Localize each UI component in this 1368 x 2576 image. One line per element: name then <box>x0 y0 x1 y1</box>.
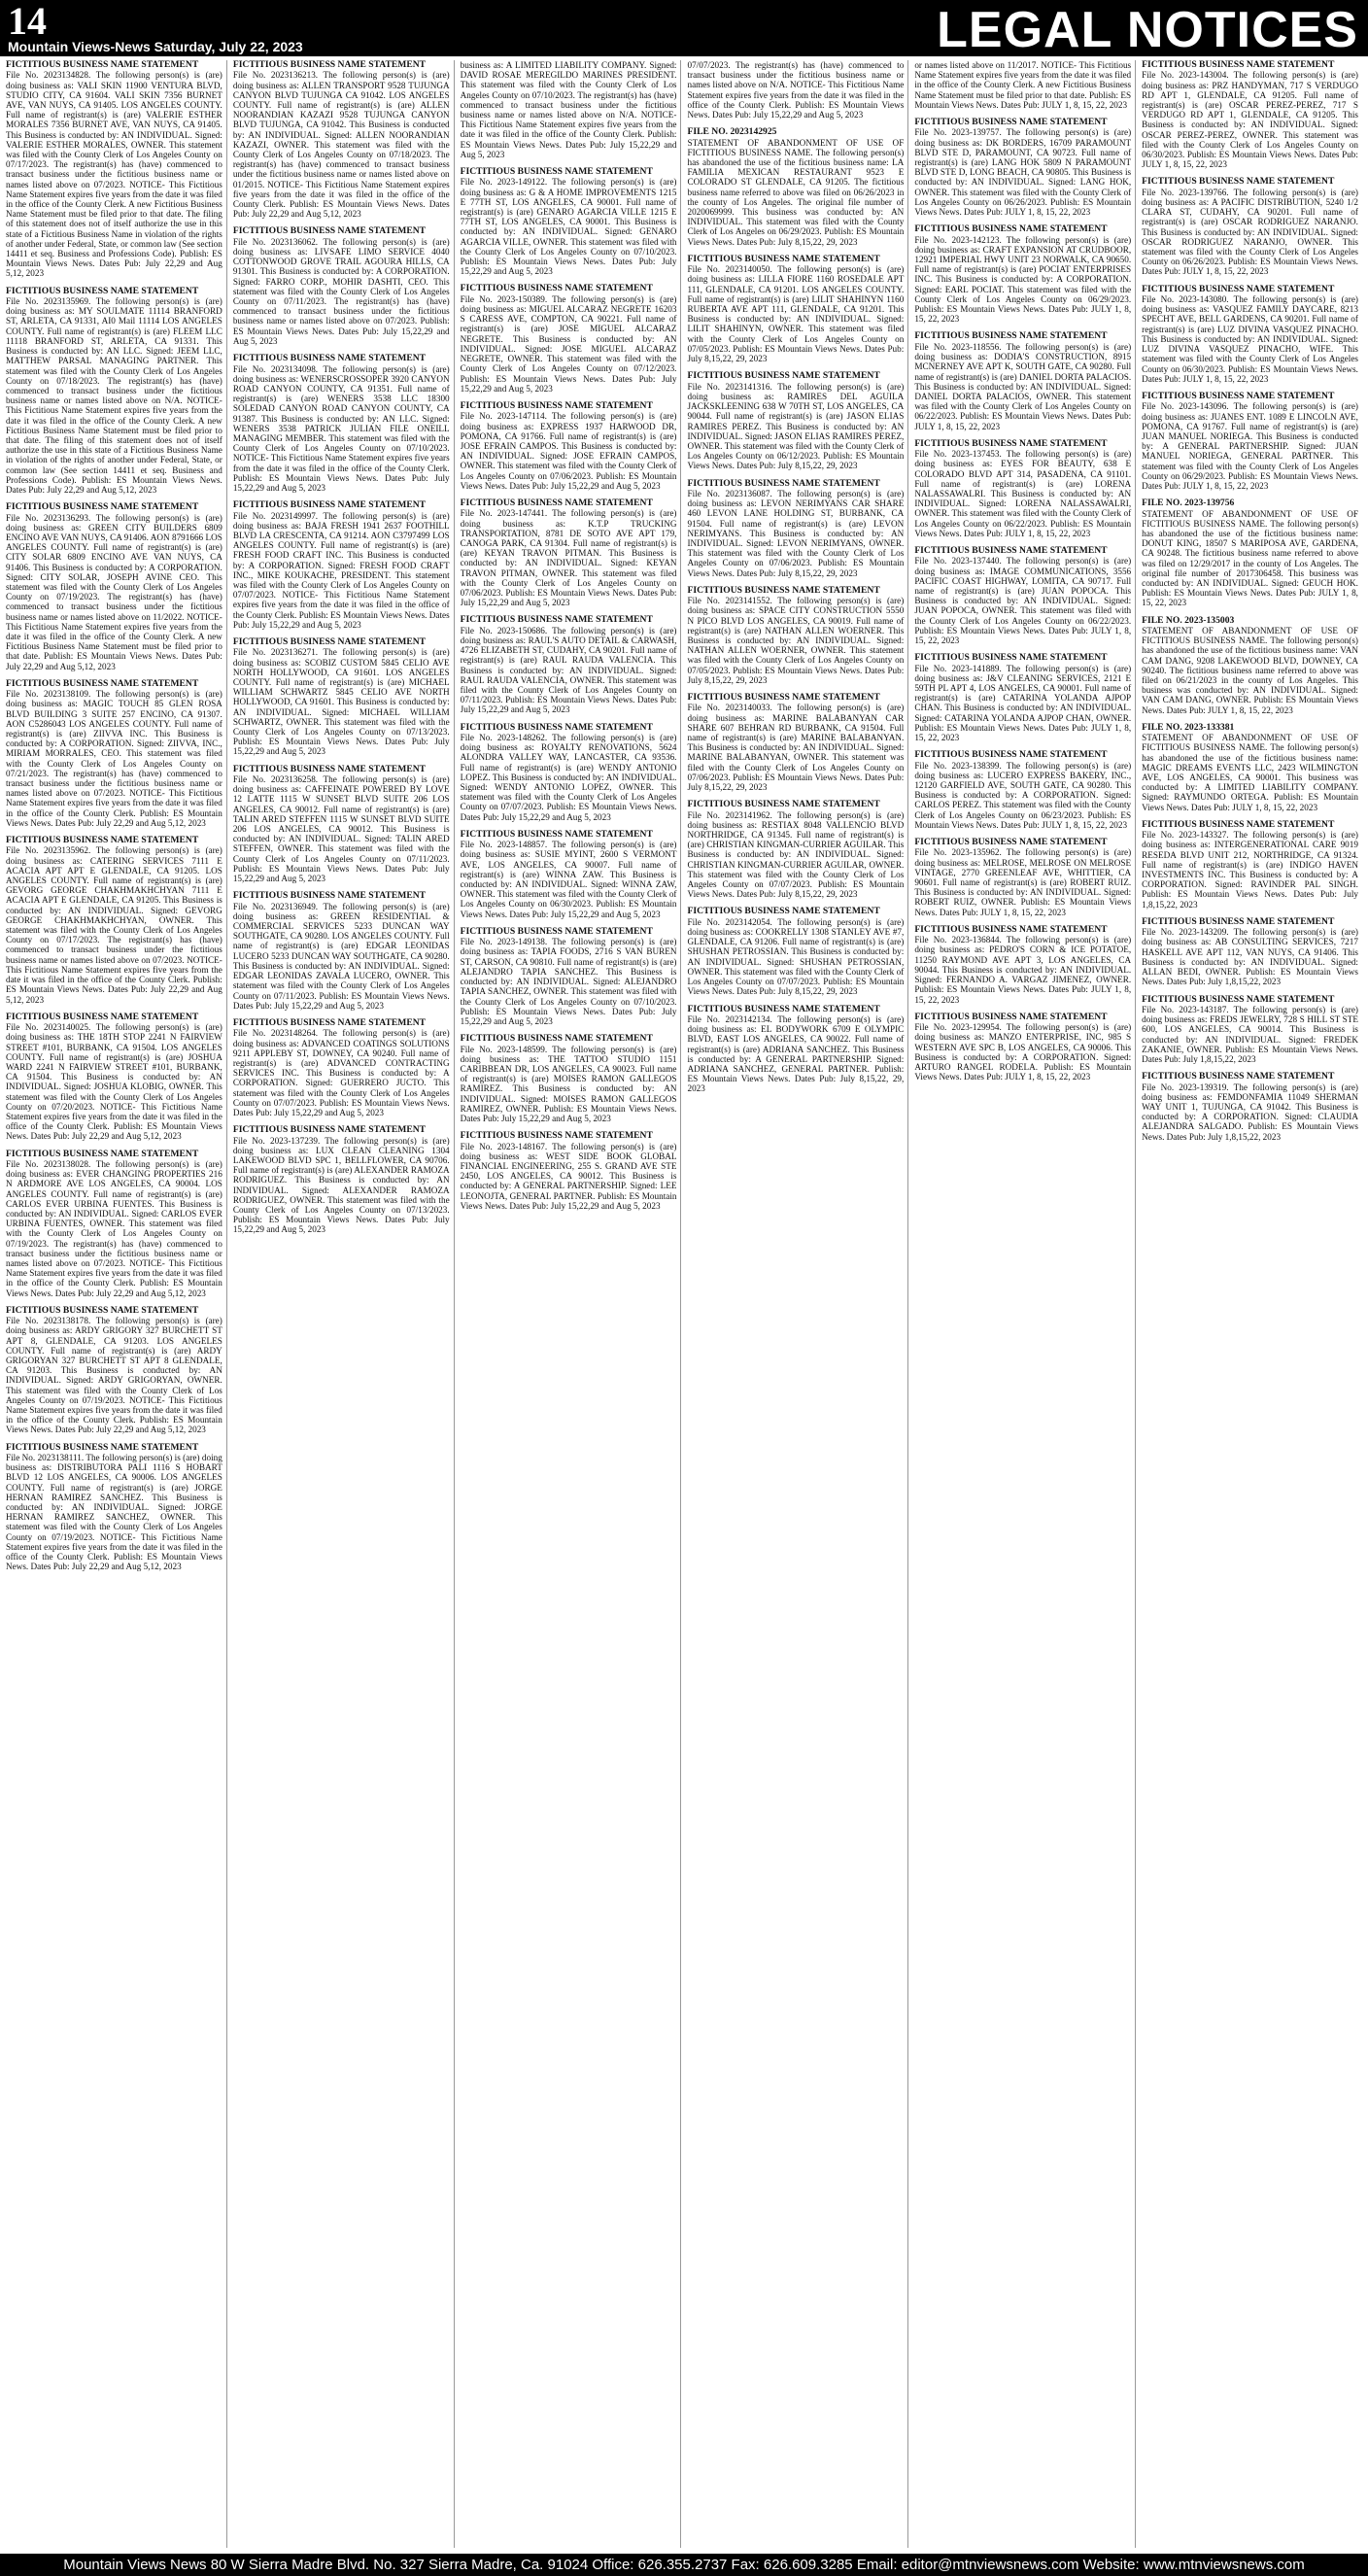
notice-title: FICTITIOUS BUSINESS NAME STATEMENT <box>6 60 199 70</box>
notice-body: File No. 2023136213. The following person(s) is (are) doing business as: ALLEN TRANSPORT 9528 TUJUNGA CANYON BLVD TUJUNGA CA 91042. LOS ANGELES COUNTY. Full name of registrant(s) is (are) ALLEN NOORANDIAN KAZAZI 9528 TUJUNGA CANYON BLVD TUJUNGA, CA 91042. This Business is conducted by: AN INDIVIDUAL. Signed: ALLEN NOORANDIAN KAZAZI, OWNER. This statement was filed with the County Clerk of Los Angeles County on 07/18/2023. The registrant(s) has (have) commenced to transact business under the fictitious business name or names listed above on 01/2015. NOTICE- This Fictitious Name Statement expires five years from the date it was filed in the office of the County Clerk. Publish: ES Mountain Views News. Dates Pub: July 22,29 and Aug 5,12, 2023 <box>232 70 450 220</box>
notice-body: or names listed above on 11/2017. NOTICE- This Fictitious Name Statement expires five years from the date it was filed in the office of the County Clerk. A new Fictitious Business Name Statement must be filed prior to that date. Publish: ES Mountain Views News. Dates Pub: JULY 1, 8, 15, 22, 2023 <box>914 60 1132 110</box>
legal-notice <box>1142 723 1358 812</box>
notice-title: FICTITIOUS BUSINESS NAME STATEMENT <box>460 166 653 178</box>
notice-body: File No. 2023-143327. The following person(s) is (are) doing business as: INTERGENERATIONAL CARE 9019 RESEDA BLVD UNIT 212, NORTHRIDGE, CA 91324. Full name of registrant(s) is (are) INDIGO HAVEN INVESTMENTS INC. This Business is conducted by: A CORPORATION. Signed: RAVINDER PAL SINGH. Publish: ES Mountain Views News. Dates Pub: July 1,8,15,22, 2023 <box>1142 830 1358 910</box>
notice-title: FICTITIOUS BUSINESS NAME STATEMENT <box>914 749 1108 761</box>
notice-body: File No. 2023136258. The following person(s) is (are) doing business as: CAFFEINATE POWERED BY LOVE 12 LATTE 1115 W SUNSET BLVD SUITE 206 LOS ANGELES, CA 90012. Full name of registrant(s) is (are) TALIN ARED STEFFEN 1115 W SUNSET BLVD SUITE 206 LOS ANGELES, CA 90012. This Business is conducted by: AN INDIVIDUAL. Signed: TALIN ARED STEFFEN, OWNER. This statement was filed with the County Clerk of Los Angeles County on 07/11/2023. Publish: ES Mountain Views News. Dates Pub: July 15,22,29 and Aug 5, 2023 <box>232 774 450 884</box>
notice-body: File No. 2023-142123. The following person(s) is (are) doing business as: CRAFT EXPANSION AT CRUDBOOR, 12921 IMPERIAL HWY UNIT 23 NORWALK, CA 90650. Full name of registrant(s) is (are) POCIAT ENTERPRISES INC. This Business is conducted by: A CORPORATION. Signed: EARL POCIAT. This statement was filed with the County Clerk of Los Angeles County on 06/29/2023. Publish: ES Mountain Views News. Dates Pub: JULY 1, 8, 15, 22, 2023 <box>914 234 1132 325</box>
legal-notice <box>687 800 904 899</box>
legal-notice <box>1142 285 1358 384</box>
legal-notice <box>914 653 1131 742</box>
notice-title: FICTITIOUS BUSINESS NAME STATEMENT <box>6 501 199 513</box>
legal-notice <box>914 1013 1131 1082</box>
notice-title: FICTITIOUS BUSINESS NAME STATEMENT <box>687 799 880 810</box>
notice-title: FICTITIOUS BUSINESS NAME STATEMENT <box>232 763 427 774</box>
notice-body: File No. 2023141962. The following person(s) is (are) doing business as: RESTIAX 8048 VALLENCIO BLVD NORTHRIDGE, CA 91345. Full name of registrant(s) is (are) CHRISTIAN KINGMAN-CURRIER AGUILAR. This Business is conducted by: AN INDIVIDUAL. Signed: CHRISTIAN KINGMAN-CURRIER AGUILAR, OWNER. This statement was filed with the County Clerk of Los Angeles County on 07/07/2023. Publish: ES Mountain Views News. Dates Pub: July 8,15,22, 29, 2023 <box>687 809 905 900</box>
notice-body: STATEMENT OF ABANDONMENT OF USE OF FICTITIOUS BUSINESS NAME. The following person(s) has abandoned the use of the fictitious business name: MAGIC DREAMS EVENTS LLC, 2423 WILMINGTON AVE, LOS ANGELES, CA 90001. This business was conducted by: A LIMITED LIABILITY COMPANY. Signed: RAYMUNDO ORTEGA. Publish: ES Mountain Views News. Dates Pub: JULY 1, 8, 15, 22, 2023 <box>1142 733 1358 812</box>
notice-title: FICTITIOUS BUSINESS NAME STATEMENT <box>460 497 653 508</box>
notice-body: business as: A LIMITED LIABILITY COMPANY. Signed: DAVID ROSAE MEREGILDO MARINES PRESIDENT. This statement was filed with the County Clerk of Los Angeles County on 07/10/2023. The registrant(s) has (have) commenced to transact business under the fictitious business name or names listed above on N/A. NOTICE- This Fictitious Name Statement expires five years from the date it was filed in the office of the County Clerk. Publish: ES Mountain Views News. Dates Pub: July 15,22,29 and Aug 5, 2023 <box>460 60 677 159</box>
notice-title: FICTITIOUS BUSINESS NAME STATEMENT <box>232 890 427 902</box>
notice-body: File No. 2023-150686. The following person(s) is (are) doing business as: RAUL'S AUTO DETAIL & CARWASH, 4726 ELIZABETH ST, CUDAHY, CA 90201. Full name of registrant(s) is (are) RAUL RAUDA VALENCIA. This Business is conducted by: AN INDIVIDUAL. Signed: RAUL RAUDA VALENCIA, OWNER. This statement was filed with the County Clerk of Los Angeles County on 07/11/2023. Publish: ES Mountain Views News. Dates Pub: July 15,22,29 and Aug 5, 2023 <box>460 625 677 715</box>
legal-notice <box>914 224 1131 324</box>
notice-columns <box>6 60 1362 2548</box>
notice-title: FICTITIOUS BUSINESS NAME STATEMENT <box>687 477 880 489</box>
legal-notice <box>461 830 677 919</box>
legal-notice <box>461 401 677 491</box>
legal-notice <box>233 354 450 493</box>
notice-body: File No. 2023-137239. The following person(s) is (are) doing business as: LUX CLEAN CLEANING 1304 LAKEWOOD BLVD SPC 1, BELLFLOWER, CA 90706. Full name of registrant(s) is (are) ALEXANDER RAMOZA RODRIGUEZ. This Business is conducted by: AN INDIVIDUAL. Signed: ALEXANDER RAMOZA RODRIGUEZ, OWNER. This statement was filed with the County Clerk of Los Angeles County on 07/13/2023. Publish: ES Mountain Views News. Dates Pub: July 15,22,29 and Aug 5, 2023 <box>232 1135 450 1235</box>
notice-body: File No. 2023-143080. The following person(s) is (are) doing business as: VASQUEZ FAMILY DAYCARE, 8213 SPECHT AVE, BELL GARDENS, CA 90201. Full name of registrant(s) is (are) LUZ DIVINA VASQUEZ PINACHO. This Business is conducted by: AN INDIVIDUAL. Signed: LUZ DIVINA VASQUEZ PINACHO, WIFE. This statement was filed with the County Clerk of Los Angeles County on 06/30/2023. Publish: ES Mountain Views News. Dates Pub: JULY 1, 8, 15, 22, 2023 <box>1142 294 1358 384</box>
notice-title: FICTITIOUS BUSINESS NAME STATEMENT <box>460 1130 653 1142</box>
legal-notice <box>914 925 1131 1005</box>
legal-notice <box>6 60 222 279</box>
notice-body: File No. 2023-147114. The following person(s) is (are) doing business as: EXPRESS 1937 HARWOOD DR, POMONA, CA 91766. Full name of registrant(s) is (are) JOSE EFRAIN CAMPOS. This Business is conducted by: AN INDIVIDUAL. Signed: JOSE EFRAIN CAMPOS, OWNER. This statement was filed with the County Clerk of Los Angeles County on 07/06/2023. Publish: ES Mountain Views News. Dates Pub: July 15,22,29 and Aug 5, 2023 <box>460 411 677 491</box>
notice-body: File No. 2023134828. The following person(s) is (are) doing business as: VALI SKIN 11900 VENTURA BLVD, STUDIO CITY, CA 91604. VALI SKIN 7356 BURNET AVE, VAN NUYS, CA 91405. LOS ANGELES COUNTY. Full name of registrant(s) is (are) VALERIE ESTHER MORALES 7356 BURNET AVE, VAN NUYS, CA 91405. This Business is conducted by: AN INDIVIDUAL. Signed: VALERIE ESTHER MORALES, OWNER. This statement was filed with the County Clerk of Los Angeles County on 07/17/2023. The registrant(s) has (have) commenced to transact business under the fictitious business name or names listed above on 07/2023. NOTICE- This Fictitious Name Statement expires five years from the date it was filed in the office of the County Clerk. A new Fictitious Business Name Statement must be filed prior to that date. The filing of this statement does not of itself authorize the use in this state of a Fictitious Business Name in violation of the rights of another under Federal, State, or common law (See section 14411 et seq. Business and Professions Code). Publish: ES Mountain Views News. Dates Pub: July 22,29 and Aug 5,12, 2023 <box>6 70 222 279</box>
legal-notice <box>687 255 904 363</box>
legal-notice <box>914 118 1131 217</box>
legal-notice <box>233 765 450 884</box>
notice-body: File No. 2023-139766. The following person(s) is (are) doing business as: A PACIFIC DISTRIBUTION, 5240 1/2 CLARA ST, CUDAHY, CA 90201. Full name of registrant(s) is (are) OSCAR RODRIGUEZ NARANJO. This Business is conducted by: AN INDIVIDUAL. Signed: OSCAR RODRIGUEZ NARANJO, OWNER. This statement was filed with the County Clerk of Los Angeles County on 06/26/2023. Publish: ES Mountain Views News. Dates Pub: JULY 1, 8, 15, 22, 2023 <box>1142 187 1358 277</box>
notice-title: FICTITIOUS BUSINESS NAME STATEMENT <box>1142 1071 1335 1082</box>
legal-notice <box>687 586 904 685</box>
notice-title: FICTITIOUS BUSINESS NAME STATEMENT <box>6 1148 199 1159</box>
notice-body: File No. 2023148264. The following person(s) is (are) doing business as: ADVANCED COATINGS SOLUTIONS 9211 APPLEBY ST, DOWNEY, CA 90240. Full name of registrant(s) is (are) ADVANCED CONTRACTING SERVICES INC. This Business is conducted by: A CORPORATION. Signed: GUERRERO JUCTO. This statement was filed with the County Clerk of Los Angeles County on 07/07/2023. Publish: ES Mountain Views News. Dates Pub: July 15,22,29 and Aug 5, 2023 <box>232 1028 450 1117</box>
legal-notice <box>687 60 904 120</box>
notice-body: File No. 2023138028. The following person(s) is (are) doing business as: EVER CHANGING PROPERTIES 216 N ARDMORE AVE LOS ANGELES, CA 90004. LOS ANGELES COUNTY. Full name of registrant(s) is (are) CARLOS EVER URBINA FUENTES. This Business is conducted by: AN INDIVIDUAL. Signed: CARLOS EVER URBINA FUENTES, OWNER. This statement was filed with the County Clerk of Los Angeles County on 07/19/2023. The registrant(s) has (have) commenced to transact business under the fictitious business name or names listed above on 07/2023. NOTICE- This Fictitious Name Statement expires five years from the date it was filed in the office of the County Clerk. Publish: ES Mountain Views News. Dates Pub: July 22,29 and Aug 5,12, 2023 <box>6 1158 222 1298</box>
notice-title: FILE NO. 2023-139756 <box>1142 498 1235 509</box>
column-4 <box>687 60 908 2548</box>
legal-notice <box>461 167 677 276</box>
legal-notice <box>461 60 677 159</box>
legal-notice <box>6 1306 222 1435</box>
notice-body: File No. 2023136949. The following person(s) is (are) doing business as: GREEN RESIDENTIAL & COMMERCIAL SERVICES 5233 DUNCAN WAY SOUTHGATE, CA 90280. LOS ANGELES COUNTY. Full name of registrant(s) is (are) EDGAR LEONIDAS LUCERO 5233 DUNCAN WAY SOUTHGATE, CA 90280. This Business is conducted by: AN INDIVIDUAL. Signed: EDGAR LEONIDAS ZAVALA LUCERO, OWNER. This statement was filed with the County Clerk of Los Angeles County on 07/11/2023. Publish: ES Mountain Views News. Dates Pub: July 15,22,29 and Aug 5, 2023 <box>232 901 450 1011</box>
notice-title: FICTITIOUS BUSINESS NAME STATEMENT <box>914 652 1108 664</box>
notice-body: File No. 2023142134. The following person(s) is (are) doing business as: EL BODYWORK 6709 E OLYMPIC BLVD, EAST LOS ANGELES, CA 90022. Full name of registrant(s) is (are) ADRIANA SANCHEZ. This Business is conducted by: A GENERAL PARTNERSHIP. Signed: ADRIANA SANCHEZ, GENERAL PARTNER. Publish: ES Mountain Views News. Dates Pub: July 8,15,22, 29, 2023 <box>687 1013 905 1094</box>
legal-notice <box>1142 1072 1358 1142</box>
legal-notice <box>1142 60 1358 169</box>
notice-body: File No. 2023138111. The following person(s) is (are) doing business as: DISTRIBUTORA PALI 1116 S HOBART BLVD 12 LOS ANGELES, CA 90006. LOS ANGELES COUNTY. Full name of registrant(s) is (are) JORGE HERNAN RAMIREZ SANCHEZ. This Business is conducted by: AN INDIVIDUAL. Signed: JORGE HERNAN RAMIREZ SANCHEZ, OWNER. This statement was filed with the County Clerk of Los Angeles County on 07/19/2023. NOTICE- This Fictitious Name Statement expires five years from the date it was filed in the office of the County Clerk. Publish: ES Mountain Views News. Dates Pub: July 22,29 and Aug 5,12, 2023 <box>6 1453 222 1572</box>
notice-title: FICTITIOUS BUSINESS NAME STATEMENT <box>232 1124 427 1136</box>
notice-title: FICTITIOUS BUSINESS NAME STATEMENT <box>1142 390 1335 401</box>
page-header <box>0 0 1368 56</box>
notice-title: FICTITIOUS BUSINESS NAME STATEMENT <box>1142 818 1335 830</box>
legal-notice <box>6 502 222 671</box>
notice-body: File No. 2023-149122. The following person(s) is (are) doing business as: G & A HOME IMPROVEMENTS 1215 E 77TH ST, LOS ANGELES, CA 90001. Full name of registrant(s) is (are) GENARO AGARCIA VILLE 1215 E 77TH ST, LOS ANGELES, CA 90001. This Business is conducted by: AN INDIVIDUAL. Signed: GENARO AGARCIA VILLE, OWNER. This statement was filed with the County Clerk of Los Angeles County on 07/10/2023. Publish: ES Mountain Views News. Dates Pub: July 15,22,29 and Aug 5, 2023 <box>460 177 677 277</box>
notice-body: File No. 2023-137440. The following person(s) is (are) doing business as: IMAGE COMMUNICATIONS, 3556 PACIFIC COAST HIGHWAY, LOMITA, CA 90717. Full name of registrant(s) is (are) JUAN POPOCA. This Business is conducted by: AN INDIVIDUAL. Signed: JUAN POPOCA, OWNER. This statement was filed with the County Clerk of Los Angeles County on 06/22/2023. Publish: ES Mountain Views News. Dates Pub: JULY 1, 8, 15, 22, 2023 <box>914 556 1132 645</box>
notice-title: FICTITIOUS BUSINESS NAME STATEMENT <box>6 1011 199 1022</box>
notice-title: FICTITIOUS BUSINESS NAME STATEMENT <box>460 614 653 626</box>
notice-body: File No. 2023-149138. The following person(s) is (are) doing business as: TAPIA FOODS, 2716 S VAN BUREN ST, CARSON, CA 90810. Full name of registrant(s) is (are) ALEJANDRO TAPIA SANCHEZ. This Business is conducted by: AN INDIVIDUAL. Signed: ALEJANDRO TAPIA SANCHEZ, OWNER. This statement was filed with the County Clerk of Los Angeles County on 07/10/2023. Publish: ES Mountain Views News. Dates Pub: July 15,22,29 and Aug 5, 2023 <box>460 937 677 1026</box>
page-footer: Mountain Views News 80 W Sierra Madre Blvd. No. 327 Sierra Madre, Ca. 91024 Office: 626.355.2737 Fax: 626.609.3285 Email: editor@mtnviewsnews.com Website: www.mtnviewsnews.com <box>0 2554 1368 2576</box>
notice-body: File No. 2023-148599. The following person(s) is (are) doing business as: THE TATTOO STUDIO 1151 CARIBBEAN DR, LOS ANGELES, CA 90023. Full name of registrant(s) is (are) MOISES RAMON GALLEGOS RAMIREZ. This Business is conducted by: AN INDIVIDUAL. Signed: MOISES RAMON GALLEGOS RAMIREZ, OWNER. Publish: ES Mountain Views News. Dates Pub: July 15,22,29 and Aug 5, 2023 <box>460 1044 677 1123</box>
legal-notice <box>1142 616 1358 715</box>
legal-notice <box>461 1034 677 1123</box>
notice-title: FICTITIOUS BUSINESS NAME STATEMENT <box>232 499 427 511</box>
notice-title: FICTITIOUS BUSINESS NAME STATEMENT <box>460 283 653 294</box>
notice-title: FICTITIOUS BUSINESS NAME STATEMENT <box>914 437 1108 449</box>
legal-notice <box>233 60 450 219</box>
legal-notice <box>687 907 904 996</box>
legal-notice <box>914 60 1131 110</box>
column-3 <box>461 60 682 2548</box>
legal-notice <box>1142 917 1358 987</box>
notice-body: File No. 2023-141889. The following person(s) is (are) doing business as: J&V CLEANING SERVICES, 2121 E 59TH PL APT 4, LOS ANGELES, CA 90001. Full name of registrant(s) is (are) CATARINA YOLANDA AJPOP CHAN. This Business is conducted by: AN INDIVIDUAL. Signed: CATARINA YOLANDA AJPOP CHAN, OWNER. Publish: ES Mountain Views News. Dates Pub: JULY 1, 8, 15, 22, 2023 <box>914 663 1132 743</box>
legal-notice <box>1142 177 1358 276</box>
legal-notice <box>914 439 1131 538</box>
legal-notice <box>6 1013 222 1142</box>
notice-title: FICTITIOUS BUSINESS NAME STATEMENT <box>6 677 199 689</box>
notice-title: FILE NO. 2023-135003 <box>1142 614 1235 626</box>
notice-body: File No. 2023136062. The following person(s) is (are) doing business as: LIVSAFE LIMO SERVICE 4040 COTTONWOOD GROVE TRAIL AGOURA HILLS, CA 91301. This Business is conducted by: A CORPORATION. Signed: FARRO CORP., MOHIR DASHTI, CEO. This statement was filed with the County Clerk of Los Angeles County on 07/11/2023. The registrant(s) has (have) commenced to transact business under the fictitious business name or names listed above on 07/2023. Publish: ES Mountain Views News. Dates Pub: July 15,22,29 and Aug 5, 2023 <box>232 236 450 346</box>
notice-body: File No. 2023141316. The following person(s) is (are) doing business as: RAMIRES DEL AGUILA JACKSKLEENING 638 W 70TH ST, LOS ANGELES, CA 90044. Full name of registrant(s) is (are) JASON ELIAS RAMIRES PEREZ. This Business is conducted by: AN INDIVIDUAL. Signed: JASON ELIAS RAMIRES PEREZ, OWNER. This statement was filed with the County Clerk of Los Angeles County on 06/12/2023. Publish: ES Mountain Views News. Dates Pub: July 8,15,22, 29, 2023 <box>687 381 905 471</box>
notice-title: FICTITIOUS BUSINESS NAME STATEMENT <box>687 1003 880 1014</box>
legal-notice <box>687 371 904 470</box>
column-6 <box>1142 60 1362 2548</box>
notice-title: FICTITIOUS BUSINESS NAME STATEMENT <box>914 223 1108 235</box>
page-number: 14 <box>8 0 47 43</box>
notice-body: File No. 2023-143209. The following person(s) is (are) doing business as: AB CONSULTING SERVICES, 7217 HASKELL AVE APT 112, VAN NUYS, CA 91406. This Business is conducted by: AN INDIVIDUAL. Signed: ALLAN BEDI, OWNER. Publish: ES Mountain Views News. Dates Pub: July 1,8,15,22, 2023 <box>1142 927 1358 987</box>
notice-title: FICTITIOUS BUSINESS NAME STATEMENT <box>914 1011 1108 1022</box>
notice-title: FICTITIOUS BUSINESS NAME STATEMENT <box>1142 915 1335 927</box>
notice-body: File No. 2023-147441. The following person(s) is (are) doing business as: K.T.P TRUCKING TRANSPORTATION, 8781 DE SOTO AVE APT 179, CANOGA PARK, CA 91304. Full name of registrant(s) is (are) KEYAN TRAVON PITMAN. This Business is conducted by: AN INDIVIDUAL. Signed: KEYAN TRAVON PITMAN, OWNER. This statement was filed with the County Clerk of Los Angeles County on 07/06/2023. Publish: ES Mountain Views News. Dates Pub: July 15,22,29 and Aug 5, 2023 <box>460 508 677 608</box>
notice-body: File No. 2023135969. The following person(s) is (are) doing business as: MY SOULMATE 11114 BRANFORD ST, ARLETA, CA 91331, AI0 Mail 11114 LOS ANGELES COUNTY. Full name of registrant(s) is (are) FLEEM LLC 11118 BRANFORD ST, ARLETA, CA 91331. This Business is conducted by: AN LLC. Signed: JEEM LLC, MATTHEW PARSAL MANAGING PARTNER. This statement was filed with the County Clerk of Los Angeles County on 07/18/2023. The registrant(s) has (have) commenced to transact business under the fictitious business name or names listed above on N/A. NOTICE- This Fictitious Name Statement expires five years from the date it was filed in the office of the County Clerk. A new Fictitious Business Name Statement must be filed prior to that date. The filing of this statement does not of itself authorize the use in this state of a Fictitious Business Name in violation of the rights of another under Federal, State, or common law (See section 14411 et seq. Business and Professions Code). Publish: ES Mountain Views News. Dates Pub: July 22,29 and Aug 5,12, 2023 <box>6 296 222 495</box>
notice-title: FICTITIOUS BUSINESS NAME STATEMENT <box>460 1033 653 1045</box>
notice-body: File No. 2023149997. The following person(s) is (are) doing business as: BAJA FRESH 1941 2637 FOOTHILL BLVD LA CRESCENTA, CA 91214. AON C3797499 LOS ANGELES COUNTY. Full name of registrant(s) is (are) FRESH FOOD CRAFT INC. This Business is conducted by: A CORPORATION. Signed: FRESH FOOD CRAFT INC., MIKE KOUKACHE, PRESIDENT. This statement was filed with the County Clerk of Los Angeles County on 07/07/2023. NOTICE- This Fictitious Name Statement expires five years from the date it was filed in the office of the County Clerk. Publish: ES Mountain Views News. Dates Pub: July 15,22,29 and Aug 5, 2023 <box>232 510 450 630</box>
notice-body: File No. 2023-148857. The following person(s) is (are) doing business as: SUSIE MYINT, 2600 S VERMONT AVE, LOS ANGELES, CA 90007. Full name of registrant(s) is (are) WINNA ZAW. This Business is conducted by: AN INDIVIDUAL. Signed: WINNA ZAW, OWNER. This statement was filed with the County Clerk of Los Angeles County on 06/30/2023. Publish: ES Mountain Views News. Dates Pub: July 15,22,29 and Aug 5, 2023 <box>460 840 677 919</box>
notice-body: File No. 2023-143096. The following person(s) is (are) doing business as: JUANES ENT. 1089 E LINCOLN AVE, POMONA, CA 91767. Full name of registrant(s) is (are) JUAN MANUEL NORIEGA. This Business is conducted by: A GENERAL PARTNERSHIP. Signed: JUAN MANUEL NORIEGA, GENERAL PARTNER. This statement was filed with the County Clerk of Los Angeles County on 06/29/2023. Publish: ES Mountain Views News. Dates Pub: JULY 1, 8, 15, 22, 2023 <box>1142 401 1358 491</box>
legal-notice <box>687 479 904 578</box>
notice-body: File No. 2023141552. The following person(s) is (are) doing business as: SPACE CITY CONSTRUCTION 5550 N PICO BLVD LOS ANGELES, CA 90019. Full name of registrant(s) is (are) NATHAN ALLEN WOERNER. This Business is conducted by: AN INDIVIDUAL. Signed: NATHAN ALLEN WOERNER, OWNER. This statement was filed with the County Clerk of Los Angeles County on 07/05/2023. Publish: ES Mountain Views News. Dates Pub: July 8,15,22, 29, 2023 <box>687 596 905 685</box>
notice-title: FICTITIOUS BUSINESS NAME STATEMENT <box>460 925 653 937</box>
notice-body: File No. 2023138109. The following person(s) is (are) doing business as: MAGIC TOUCH 85 GLEN ROSA BLVD BUILDING 3 SUITE 257 ENCINO, CA 91307. AON C5286043 LOS ANGELES COUNTY. Full name of registrant(s) is (are) ZIIVVA INC. This Business is conducted by: A CORPORATION. Signed: ZIIVVA, INC., MIRIAM MORRALES, CEO. This statement was filed with the County Clerk of Los Angeles County on 07/21/2023. The registrant(s) has (have) commenced to transact business under the fictitious business name or names listed above on 07/2023. NOTICE- This Fictitious Name Statement expires five years from the date it was filed in the office of the County Clerk. Publish: ES Mountain Views News. Dates Pub: July 22,29 and Aug 5,12, 2023 <box>6 689 222 828</box>
notice-title: FICTITIOUS BUSINESS NAME STATEMENT <box>687 584 880 596</box>
notice-body: File No. 2023140025. The following person(s) is (are) doing business as: THE 18TH STOP 2241 N FAIRVIEW STREET #101, BURBANK, CA 91504. LOS ANGELES COUNTY. Full name of registrant(s) is (are) JOSHUA WARD 2241 N FAIRVIEW STREET #101, BURBANK, CA 91504. This Business is conducted by: AN INDIVIDUAL. Signed: JOSHUA KLOBIG, OWNER. This statement was filed with the County Clerk of Los Angeles County on 07/20/2023. NOTICE- This Fictitious Name Statement expires five years from the date it was filed in the office of the County Clerk. Publish: ES Mountain Views News. Dates Pub: July 22,29 and Aug 5,12, 2023 <box>6 1022 222 1142</box>
notice-title: FICTITIOUS BUSINESS NAME STATEMENT <box>914 544 1108 556</box>
notice-body: File No. 2023-138399. The following person(s) is (are) doing business as: LUCERO EXPRESS BAKERY, INC., 12120 GARFIELD AVE, SOUTH GATE, CA 90280. This Business is conducted by: A CORPORATION. Signed: CARLOS PEREZ. This statement was filed with the County Clerk of Los Angeles County on 06/23/2023. Publish: ES Mountain Views News. Dates Pub: JULY 1, 8, 15, 22, 2023 <box>914 760 1132 830</box>
legal-notice <box>233 226 450 346</box>
legal-notice <box>233 891 450 1011</box>
section-title: LEGAL NOTICES <box>937 2 1358 58</box>
notice-body: STATEMENT OF ABANDONMENT OF USE OF FICTITIOUS BUSINESS NAME. The following person(s) has abandoned the use of the fictitious business name: LA FAMILIA MEXICAN RESTAURANT 9523 E COLORADO ST GLENDALE, CA 91205. The fictitious business name referred to above was filed on 06/26/2023 in the county of Los Angeles. The original file number of 2020069999. This business was conducted by: AN INDIVIDUAL. This statement was filed with the County Clerk of Los Angeles on 06/29/2023. Publish: ES Mountain Views News. Dates Pub: July 8,15,22, 29, 2023 <box>687 137 905 247</box>
notice-title: FICTITIOUS BUSINESS NAME STATEMENT <box>914 117 1108 128</box>
notice-body: STATEMENT OF ABANDONMENT OF USE OF FICTITIOUS BUSINESS NAME. The following person(s) has abandoned the use of the fictitious business name: VAN CAM DANG, 9208 LAKEWOOD BLVD, DOWNEY, CA 90240. The fictitious business name referred to above was filed on 06/21/2023 in the county of Los Angeles. This business was conducted by: AN INDIVIDUAL. Signed: VAN CAM DANG, OWNER. Publish: ES Mountain Views News. Dates Pub: JULY 1, 8, 15, 22, 2023 <box>1142 625 1358 715</box>
notice-title: FICTITIOUS BUSINESS NAME STATEMENT <box>1142 176 1335 188</box>
notice-title: FICTITIOUS BUSINESS NAME STATEMENT <box>232 353 427 364</box>
legal-notice <box>687 127 904 247</box>
notice-title: FICTITIOUS BUSINESS NAME STATEMENT <box>914 330 1108 342</box>
legal-notice <box>687 693 904 792</box>
notice-title: FILE NO. 2023-133381 <box>1142 721 1235 733</box>
notice-body: File No. 2023-143187. The following person(s) is (are) doing business as: FREDS JEWELRY, 728 S HILL ST STE 600, LOS ANGELES, CA 90014. This Business is conducted by: AN INDIVIDUAL. Signed: FREDEK ZAKANIE, OWNER. Publish: ES Mountain Views News. Dates Pub: July 1,8,15,22, 2023 <box>1142 1004 1358 1064</box>
legal-notice <box>1142 498 1358 607</box>
legal-notice <box>1142 392 1358 491</box>
notice-title: FICTITIOUS BUSINESS NAME STATEMENT <box>687 692 880 703</box>
notice-body: 07/07/2023. The registrant(s) has (have) commenced to transact business under the fictitious business name or names listed above on N/A. NOTICE- This Fictitious Name Statement expires five years from the date it was filed in the office of the County Clerk. Publish: ES Mountain Views News. Dates Pub: July 15,22,29 and Aug 5, 2023 <box>687 60 905 120</box>
notice-body: File No. 2023-139757. The following person(s) is (are) doing business as: DK BORDERS, 16709 PARAMOUNT BLVD STE D, PARAMOUNT, CA 90723. Full name of registrant(s) is (are) LANG HOK 5809 N PARAMOUNT BLVD STE D, LONG BEACH, CA 90805. This Business is conducted by: AN INDIVIDUAL. Signed: LANG HOK, OWNER. This statement was filed with the County Clerk of Los Angeles County on 06/26/2023. Publish: ES Mountain Views News. Dates Pub: JULY 1, 8, 15, 22, 2023 <box>914 127 1132 218</box>
notice-title: FICTITIOUS BUSINESS NAME STATEMENT <box>687 906 880 917</box>
legal-notice <box>233 637 450 757</box>
legal-notice <box>6 836 222 1005</box>
column-2 <box>233 60 455 2548</box>
notice-title: FICTITIOUS BUSINESS NAME STATEMENT <box>687 370 880 382</box>
legal-notice <box>1142 820 1358 910</box>
notice-body: File No. 2023136087. The following person(s) is (are) doing business as: LEVON NERIMYANS CAR SHARE 460 LEVON LANE HOLDING ST, BURBANK, CA 91504. Full name of registrant(s) is (are) LEVON NERIMYANS. This Business is conducted by: AN INDIVIDUAL. Signed: LEVON NERIMYANS, OWNER. This statement was filed with the County Clerk of Los Angeles County on 07/06/2023. Publish: ES Mountain Views News. Dates Pub: July 8,15,22, 29, 2023 <box>687 488 905 578</box>
notice-title: FICTITIOUS BUSINESS NAME STATEMENT <box>460 721 653 733</box>
notice-body: File No. 2023135962. The following person(s) is (are) doing business as: CATERING SERVICES 7111 E ACACIA APT APT E GLENDALE, CA 91205. LOS ANGELES COUNTY. Full name of registrant(s) is (are) GEVORG GEORGE CHAKHMAKHCHYAN 7111 E ACACIA APT E GLENDALE, CA 91205. This Business is conducted by: AN INDIVIDUAL. Signed: GEVORG GEORGE CHAKHMAKHCHYAN, OWNER. This statement was filed with the County Clerk of Los Angeles County on 07/17/2023. The registrant(s) has (have) commenced to transact business under the fictitious business name or names listed above on 07/2023. NOTICE- This Fictitious Name Statement expires five years from the date it was filed in the office of the County Clerk. Publish: ES Mountain Views News. Dates Pub: July 22,29 and Aug 5,12, 2023 <box>6 845 222 1005</box>
legal-notice <box>233 1125 450 1234</box>
notice-title: FICTITIOUS BUSINESS NAME STATEMENT <box>1142 60 1335 70</box>
legal-notice <box>461 723 677 822</box>
notice-body: File No. 2023136271. The following person(s) is (are) doing business as: SCOBIZ CUSTOM 5845 CELIO AVE NORTH HOLLYWOOD, CA 91601. LOS ANGELES COUNTY. Full name of registrant(s) is (are) MICHAEL WILLIAM SCHWARTZ 5845 CELIO AVE NORTH HOLLYWOOD, CA 91601. This Business is conducted by: AN INDIVIDUAL. Signed: MICHAEL WILLIAM SCHWARTZ, OWNER. This statement was filed with the County Clerk of Los Angeles County on 07/13/2023. Publish: ES Mountain Views News. Dates Pub: July 15,22,29 and Aug 5, 2023 <box>232 647 450 757</box>
notice-title: FICTITIOUS BUSINESS NAME STATEMENT <box>687 253 880 264</box>
notice-body: File No. 2023136293. The following person(s) is (are) doing business as: GREEN CITY BUILDERS 6809 ENCINO AVE VAN NUYS, CA 91406. AON 8791666 LOS ANGELES COUNTY. Full name of registrant(s) is (are) CITY SOLAR 6809 ENCINO AVE VAN NUYS, CA 91406. This Business is conducted by: A CORPORATION. Signed: CITY SOLAR, JOSEPH AVINE CEO. This statement was filed with the County Clerk of Los Angeles County on 07/19/2023. The registrant(s) has (have) commenced to transact business under the fictitious business name or names listed above on 11/2022. NOTICE- This Fictitious Name Statement expires five years from the date it was filed in the office of the County Clerk. A new Fictitious Business Name Statement must be filed prior to that date. Publish: ES Mountain Views News. Dates Pub: July 22,29 and Aug 5,12, 2023 <box>6 512 222 671</box>
notice-body: File No. 2023142054. The following person(s) is (are) doing business as: COOKRELLY 1308 STANLEY AVE #7, GLENDALE, CA 91206. Full name of registrant(s) is (are) SHUSHAN PETROSSIAN. This Business is conducted by: AN INDIVIDUAL. Signed: SHUSHAN PETROSSIAN, OWNER. This statement was filed with the County Clerk of Los Angeles County on 07/07/2023. Publish: ES Mountain Views News. Dates Pub: July 8,15,22, 29, 2023 <box>687 916 905 997</box>
notice-body: File No. 2023134098. The following person(s) is (are) doing business as: WENERSCROSSOPER 3920 CANYON ROAD CANYON COUNTY, CA 91351. Full name of registrant(s) is (are) WENERS 3538 LLC 18300 SOLEDAD CANYON ROAD CANYON COUNTY, CA 91387. This Business is conducted by: AN LLC. Signed: WENERS 3538 PATRICK JULIAN FILE ONEILL MANAGING MEMBER. This statement was filed with the County Clerk of Los Angeles County on 07/10/2023. NOTICE- This Fictitious Name Statement expires five years from the date it was filed in the office of the County Clerk. Publish: ES Mountain Views News. Dates Pub: July 15,22,29 and Aug 5, 2023 <box>232 363 450 493</box>
notice-title: FICTITIOUS BUSINESS NAME STATEMENT <box>6 285 199 296</box>
notice-title: FICTITIOUS BUSINESS NAME STATEMENT <box>460 828 653 840</box>
notice-title: FICTITIOUS BUSINESS NAME STATEMENT <box>6 835 199 846</box>
notice-body: File No. 2023-137453. The following person(s) is (are) doing business as: EYES FOR BEAUTY, 638 E COLORADO BLVD APT 314, PASADENA, CA 91101. Full name of registrant(s) is (are) LORENA NALASSAWALRI. This Business is conducted by: AN INDIVIDUAL. Signed: LORENA NALASSAWALRI, OWNER. This statement was filed with the County Clerk of Los Angeles County on 06/22/2023. Publish: ES Mountain Views News. Dates Pub: JULY 1, 8, 15, 22, 2023 <box>914 449 1132 538</box>
legal-notice <box>6 1150 222 1298</box>
notice-body: File No. 2023138178. The following person(s) is (are) doing business as: ARDY GRIGORY 327 BURCHETT ST APT 8, GLENDALE, CA 91203. LOS ANGELES COUNTY. Full name of registrant(s) is (are) ARDY GRIGORYAN 327 BURCHETT ST APT 8 GLENDALE, CA 91203. This Business is conducted by: AN INDIVIDUAL. Signed: ARDY GRIGORYAN, OWNER. This statement was filed with the County Clerk of Los Angeles County on 07/19/2023. NOTICE- This Fictitious Name Statement expires five years from the date it was filed in the office of the County Clerk. Publish: ES Mountain Views News. Dates Pub: July 22,29 and Aug 5,12, 2023 <box>6 1316 222 1435</box>
column-1 <box>6 60 227 2548</box>
notice-title: FICTITIOUS BUSINESS NAME STATEMENT <box>232 635 427 647</box>
legal-notice <box>233 1018 450 1117</box>
notice-body: File No. 2023-129954. The following person(s) is (are) doing business as: MANZO ENTERPRISE, INC, 985 S WESTERN AVE SPC B, LOS ANGELES, CA 90006. This Business is conducted by: A CORPORATION. Signed: ARTURO RANGEL RODELA. Publish: ES Mountain Views News. Dates Pub: JULY 1, 8, 15, 22, 2023 <box>914 1022 1132 1082</box>
legal-notice <box>914 750 1131 830</box>
notice-title: FICTITIOUS BUSINESS NAME STATEMENT <box>1142 283 1335 294</box>
notice-title: FICTITIOUS BUSINESS NAME STATEMENT <box>1142 993 1335 1005</box>
legal-notice <box>461 498 677 607</box>
legal-notice <box>914 546 1131 645</box>
notice-body: File No. 2023-139319. The following person(s) is (are) doing business as: FEMDONFAMIA 11049 SHERMAN WAY UNIT 1, TUJUNGA, CA 91042. This Business is conducted by: A CORPORATION. Signed: CLAUDIA ALEJANDRA SALGADO. Publish: ES Mountain Views News. Dates Pub: July 1,8,15,22, 2023 <box>1142 1082 1358 1142</box>
notice-title: FICTITIOUS BUSINESS NAME STATEMENT <box>6 1304 199 1316</box>
notice-title: FICTITIOUS BUSINESS NAME STATEMENT <box>914 923 1108 935</box>
legal-notice <box>914 331 1131 430</box>
notice-title: FICTITIOUS BUSINESS NAME STATEMENT <box>914 837 1108 848</box>
notice-title: FILE NO. 2023142925 <box>687 126 777 138</box>
legal-notice <box>461 1131 677 1211</box>
notice-body: File No. 2023-136844. The following person(s) is (are) doing business as: PEDRO'S CORN & ICE POTATOE, 11250 RAYMOND AVE APT 3, LOS ANGELES, CA 90044. This Business is conducted by: AN INDIVIDUAL. Signed: FERNANDO A. VARGAZ JIMENEZ, OWNER. Publish: ES Mountain Views News. Dates Pub: JULY 1, 8, 15, 22, 2023 <box>914 935 1132 1005</box>
legal-notice <box>687 1005 904 1094</box>
legal-notice <box>461 284 677 393</box>
notice-title: FICTITIOUS BUSINESS NAME STATEMENT <box>232 60 427 70</box>
notice-body: File No. 2023-148167. The following person(s) is (are) doing business as: WEST SIDE BOOK GLOBAL FINANCIAL ENGINEERING, 255 S. GRAND AVE STE 2450, LOS ANGELES, CA 90012. This Business is conducted by: A GENERAL PARTNERSHIP. Signed: LEE LEONOJTA, GENERAL PARTNER. Publish: ES Mountain Views News. Dates Pub: July 15,22,29 and Aug 5, 2023 <box>460 1141 677 1211</box>
notice-body: STATEMENT OF ABANDONMENT OF USE OF FICTITIOUS BUSINESS NAME. The following person(s) has abandoned the use of the fictitious business name: DONUT KING, 18507 S MARIPOSA AVE, GARDENA, CA 90248. The fictitious business name referred to above was filed on 12/29/2017 in the county of Los Angeles. The original file number of 2017306458. This business was conducted by: AN INDIVIDUAL. Signed: GEUCH HOK. Publish: ES Mountain Views News. Dates Pub: JULY 1, 8, 15, 22, 2023 <box>1142 508 1358 608</box>
notice-body: File No. 2023-143004. The following person(s) is (are) doing business as: PRZ HANDYMAN, 717 S VERDUGO RD APT 1, GLENDALE, CA 91205. Full name of registrant(s) is (are) OSCAR PEREZ-PEREZ, 717 S VERDUGO RD APT 1, GLENDALE, CA 91205. This Business is conducted by: AN INDIVIDUAL. Signed: OSCAR PEREZ-PEREZ, OWNER. This statement was filed with the County Clerk of Los Angeles County on 06/30/2023. Publish: ES Mountain Views News. Dates Pub: JULY 1, 8, 15, 22, 2023 <box>1142 70 1358 170</box>
legal-notice <box>6 287 222 495</box>
notice-title: FICTITIOUS BUSINESS NAME STATEMENT <box>460 399 653 411</box>
legal-notice <box>233 500 450 630</box>
column-5 <box>914 60 1136 2548</box>
legal-notice <box>461 615 677 714</box>
notice-body: File No. 2023-118556. The following person(s) is (are) doing business as: DODIA'S CONSTRUCTION, 8915 MCNERNEY AVE APT K, SOUTH GATE, CA 90280. Full name of registrant(s) is (are) DANIEL DORTA PALACIOS. This Business is conducted by: AN INDIVIDUAL. Signed: DANIEL DORTA PALACIOS, OWNER. This statement was filed with the County Clerk of Los Angeles County on 06/22/2023. Publish: ES Mountain Views News. Dates Pub: JULY 1, 8, 15, 22, 2023 <box>914 341 1132 431</box>
legal-notice <box>6 1443 222 1572</box>
legal-notice <box>1142 995 1358 1065</box>
notice-title: FICTITIOUS BUSINESS NAME STATEMENT <box>232 1016 427 1028</box>
legal-notice <box>461 927 677 1026</box>
notice-body: File No. 2023-150389. The following person(s) is (are) doing business as: MIGUEL ALCARAZ NEGRETE 16203 S CARESS AVE, COMPTON, CA 90221. Full name of registrant(s) is (are) JOSE MIGUEL ALCARAZ NEGRETE. This Business is conducted by: AN INDIVIDUAL. Signed: JOSE MIGUEL ALCARAZ NEGRETE, OWNER. This statement was filed with the County Clerk of Los Angeles County on 07/12/2023. Publish: ES Mountain Views News. Dates Pub: July 15,22,29 and Aug 5, 2023 <box>460 293 677 394</box>
notice-title: FICTITIOUS BUSINESS NAME STATEMENT <box>6 1441 199 1453</box>
notice-body: File No. 2023140050. The following person(s) is (are) doing business as: LILLA FIORE 1160 ROSEDALE APT 111, GLENDALE, CA 91201. LOS ANGELES COUNTY. Full name of registrant(s) is (are) LILIT SHAHINYN 1160 RUBERTA AVE APT 111, GLENDALE, CA 91201. This Business is conducted by: AN INDIVIDUAL. Signed: LILIT SHAHINYN, OWNER. This statement was filed with the County Clerk of Los Angeles County on 07/05/2023. Publish: ES Mountain Views News. Dates Pub: July 8,15,22, 29, 2023 <box>687 264 905 364</box>
legal-notice <box>6 679 222 828</box>
notice-title: FICTITIOUS BUSINESS NAME STATEMENT <box>232 225 427 237</box>
notice-body: File No. 2023140033. The following person(s) is (are) doing business as: MARINE BALABANYAN CAR SHARE 607 BEHRAN RD BURBANK, CA 91504. Full name of registrant(s) is (are) MARINE BALABANYAN. This Business is conducted by: AN INDIVIDUAL. Signed: MARINE BALABANYAN, OWNER. This statement was filed with the County Clerk of Los Angeles County on 07/06/2023. Publish: ES Mountain Views News. Dates Pub: July 8,15,22, 29, 2023 <box>687 703 905 793</box>
dateline: Mountain Views-News Saturday, July 22, 2023 <box>8 39 303 54</box>
notice-body: File No. 2023-135962. The following person(s) is (are) doing business as: MELROSE, MELROSE ON MELROSE VINTAGE, 2770 GREENLEAF AVE, WHITTIER, CA 90601. Full name of registrant(s) is (are) ROBERT RUIZ. This Business is conducted by: AN INDIVIDUAL. Signed: ROBERT RUIZ, OWNER. Publish: ES Mountain Views News. Dates Pub: JULY 1, 8, 15, 22, 2023 <box>914 847 1132 917</box>
legal-notice <box>914 838 1131 917</box>
notice-body: File No. 2023-148262. The following person(s) is (are) doing business as: ROYALTY RENOVATIONS, 5624 ALONDRA VALLEY WAY, LANCASTER, CA 93536. Full name of registrant(s) is (are) WENDY ANTONIO LOPEZ. This Business is conducted by: AN INDIVIDUAL. Signed: WENDY ANTONIO LOPEZ, OWNER. This statement was filed with the County Clerk of Los Angeles County on 07/07/2023. Publish: ES Mountain Views News. Dates Pub: July 15,22,29 and Aug 5, 2023 <box>460 733 677 822</box>
